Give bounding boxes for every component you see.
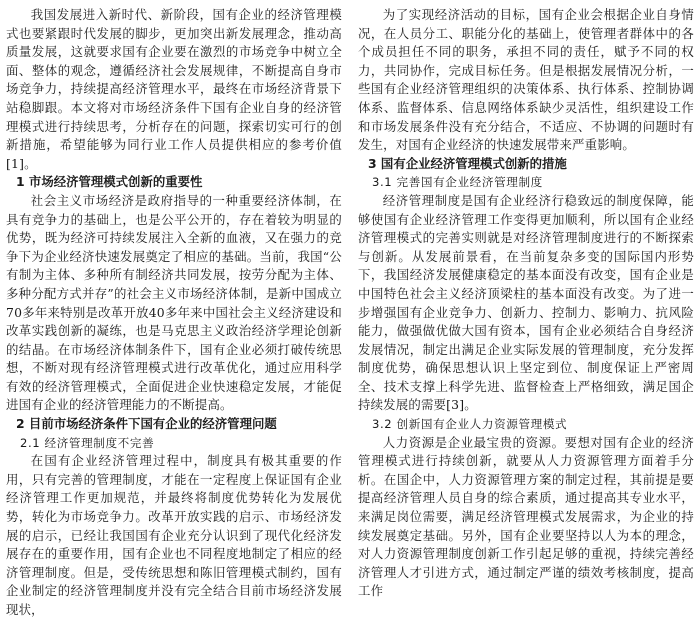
section-3-2-paragraph: 人力资源是企业最宝贵的资源。要想对国有企业的经济管理模式进行持续创新，就要从人力资源管理方面着手分析。在国企中，人力资源管理方案的制定过程，其前提是要提高经济管理人员自身的综合素质，通过提高其专业水平，来满足岗位需要，满足经济管理模式发展需求，为企业的持续发展奠定基础。另外，国有企业要坚持以人为本的理念，对人力资源管理制度创新工作引起足够的重视，持续完善经济管理人才引进方式，通过制定严谨的绩效考核制度，提高工作 [358, 434, 694, 599]
right-column [358, 6, 694, 601]
left-column [6, 6, 342, 620]
section-1-paragraph: 社会主义市场经济是政府指导的一种重要经济体制，在具有竞争力的基础上，也是公平公开的，存在着较为明显的优势，既为经济可持续发展注入全新的血液，又在强力的竞争下为企业经济快速发展奠定了相应的基础。当前，我国“公有制为主体、多种所有制经济共同发展，按劳分配为主体、多种分配方式并存”的社会主义市场经济体制，是新中国成立70多年来特别是改革开放40多年来中国社会主义经济建设和改革实践创新的凝练，也是马克思主义政治经济学理论创新的结晶。在市场经济体制条件下，国有企业必须打破传统思想，不断对现有经济管理模式进行改革优化，通过应用科学有效的经济管理模式，全面促进企业快速稳定发展，才能促进国有企业的经济管理能力的不断提高。 [6, 192, 342, 413]
section-3-1-heading: 3.1 完善国有企业经济管理制度 [372, 175, 543, 190]
section-3-1-paragraph: 经济管理制度是国有企业经济行稳致远的制度保障，能够使国有企业经济管理工作变得更加顺利，所以国有企业经济管理模式的完善实则就是对经济管理制度进行的不断探索与创新。从发展前景看，在当前复杂多变的国际国内形势下，我国经济发展健康稳定的基本面没有改变，国有企业是中国特色社会主义经济顶梁柱的基本面没有改变。为了进一步增强国有企业竞争力、创新力、控制力、影响力、抗风险能力，做强做优做大国有资本，国有企业必须结合自身经济发展情况，制定出满足企业实际发展的管理制度，充分发挥制度优势，确保思想认识上坚定到位、制度保证上严密周全、技术支撑上科学先进、监督检查上严格细致，满足国企持续发展的需要[3]。 [358, 192, 694, 413]
organization-paragraph: 为了实现经济活动的目标，国有企业会根据企业自身情况，在人员分工、职能分化的基础上，使管理者群体中的各个成员担任不同的职务，承担不同的责任，赋予不同的权力，共同协作，完成目标任务。但是根据发展情况分析，一些国有企业经济管理组织的决策体系、执行体系、控制协调体系、监督体系、信息网络体系缺少灵活性，组织建设工作和市场发展条件没有充分结合，不适应、不协调的问题时有发生，对国有企业经济的快速发展带来严重影响。 [358, 7, 694, 153]
intro-paragraph: 我国发展进入新时代、新阶段，国有企业的经济管理模式也要紧跟时代发展的脚步，更加突出新发展理念，推动高质量发展，这就要求国有企业要在激烈的市场竞争中树立全面、整体的观念，遵循经济社会发展规律，不断提高自身市场竞争力，持续提高经济管理水平，最终在市场经济背景下站稳脚跟。本文将对市场经济条件下国有企业自身的经济管理模式进行持续思考，分析存在的问题，探索切实可行的创新措施，希望能够为同行业工作人员提供相应的参考价值[1]。 [6, 7, 342, 171]
section-1-heading: 1 市场经济管理模式创新的重要性 [16, 174, 203, 190]
section-2-heading: 2 目前市场经济条件下国有企业的经济管理问题 [16, 416, 277, 432]
section-2-1-paragraph: 在国有企业经济管理过程中，制度具有极其重要的作用，只有完善的管理制度，才能在一定程度上保证国有企业经济管理工作更加规范，并最终将制度优势转化为发展优势，转化为市场竞争力。改革开放实践的启示、市场经济发展的启示，已经让我国国有企业充分认识到了现代化经济发展存在的重要作用，国有企业也不同程度地制定了相应的经济管理制度。但是，受传统思想和陈旧管理模式制约，国有企业制定的经济管理制度并没有完全结合目前市场经济发展现状， [6, 453, 342, 617]
section-2-1-heading: 2.1 经济管理制度不完善 [20, 435, 155, 450]
section-3-2-heading: 3.2 创新国有企业人力资源管理模式 [372, 417, 568, 432]
section-3-heading: 3 国有企业经济管理模式创新的措施 [368, 155, 567, 171]
